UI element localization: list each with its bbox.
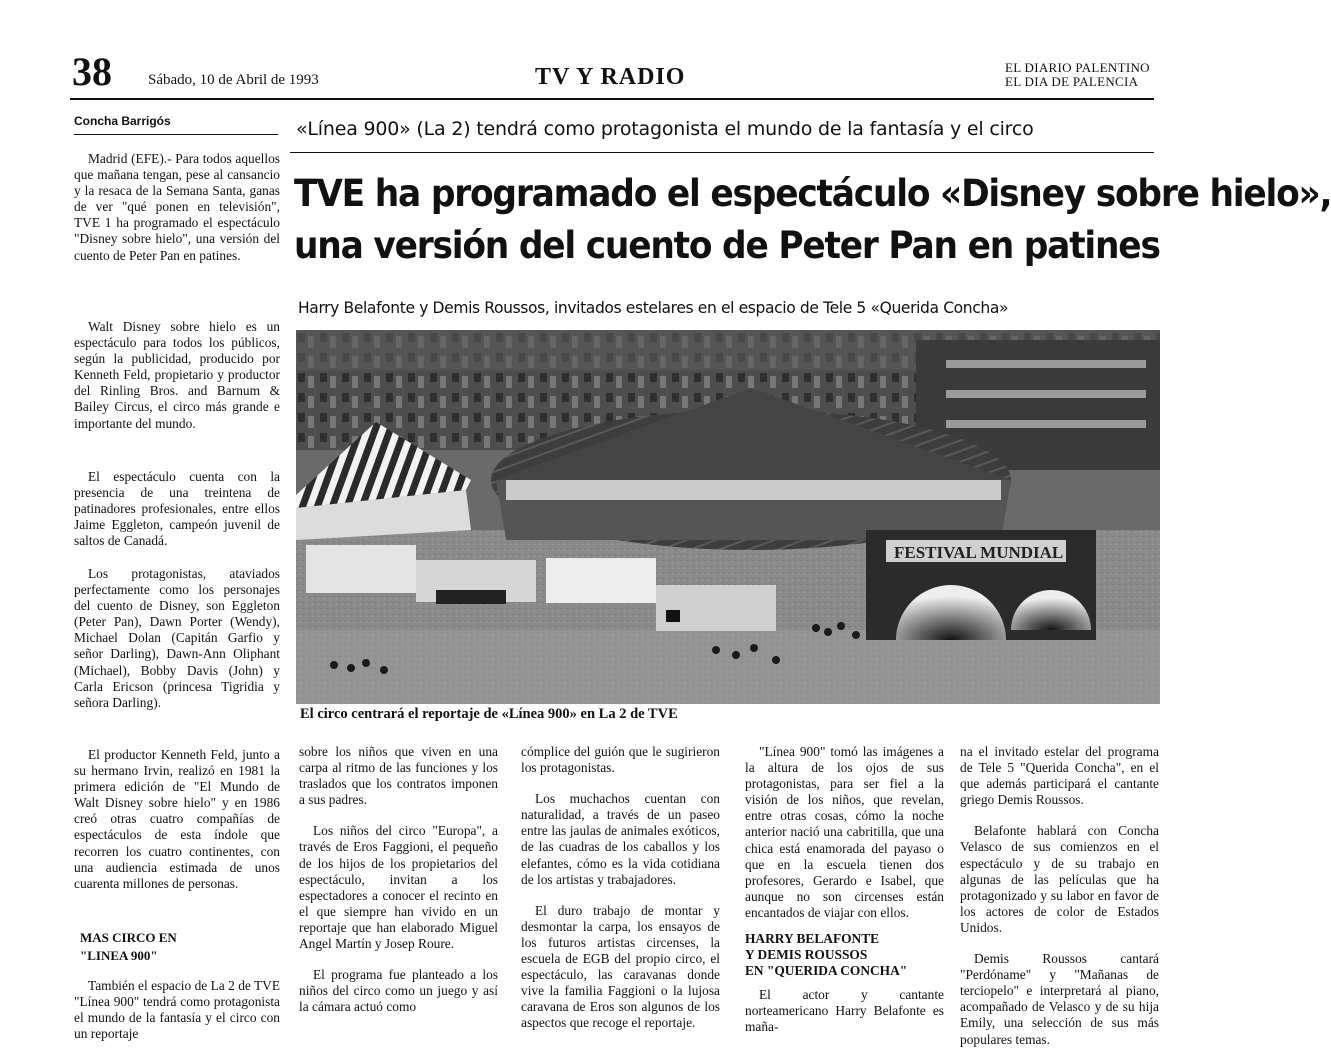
circus-photo-graphic (296, 330, 1160, 704)
paragraph: na el invitado estelar del programa de Tele 5 "Querida Concha", en el que además participará el cantante griego Demis Roussos. (960, 744, 1159, 808)
subhead-line: Y DEMIS ROUSSOS (745, 947, 868, 963)
headline-line1: TVE ha programado el espectáculo «Disney sobre hielo», (294, 172, 1331, 215)
byline-rule (74, 134, 278, 135)
paragraph: El actor y cantante norteamericano Harry Belafonte es maña- (745, 987, 944, 1035)
circus-photo (296, 330, 1160, 704)
paragraph: El duro trabajo de montar y desmontar la carpa, los ensayos de los futuros artistas circenses, la escuela de EGB del propio circo, el espectáculo, las caravanas donde vive la familia Faggioni o la lujosa caravana de Eros son algunos de los aspectos que recoge el reportaje. (521, 902, 720, 1031)
paragraph: El productor Kenneth Feld, junto a su hermano Irvin, realizó en 1981 la primera edición de "El Mundo de Walt Disney sobre hielo" y en 1986 creó otras cuatro compañías de espectáculos de esta índole que recorren los cuatro continentes, con una audiencia estimada de unos cuarenta millones de personas. (74, 747, 280, 891)
headline (294, 168, 1331, 272)
paragraph: "Línea 900" tomó las imágenes a la altura de los ojos de sus protagonistas, para ser fiel a la visión de los niños, que revelan, entre otras cosas, cómo la noche anterior nació una cabritilla, que una chica está enamorada del payaso o que en la escuela tienen dos profesores, Gerardo e Isabel, que aunque no son circenses están encantados de viajar con ellos. (745, 744, 944, 920)
header-rule (70, 98, 1154, 100)
subhead-line: MAS CIRCO EN (80, 930, 177, 945)
article-column-4 (960, 744, 1159, 1048)
paragraph: El programa fue planteado a los niños del circo como un juego y así la cámara actuó como (299, 967, 498, 1015)
section-title: TV Y RADIO (535, 64, 686, 90)
paragraph: Los protagonistas, ataviados perfectamente como los personajes del cuento de Disney, son Eggleton (Peter Pan), Dawn Porter (Wendy), Michael Dolan (Capitán Garfio y señor Darling), Dawn-Ann Oliphant (Michael), Bobby Davis (John) y Carla Ericson (princesa Tigridia y señora Darling). (74, 566, 280, 710)
article-column-2 (521, 744, 720, 1032)
article-column-3 (745, 744, 944, 1035)
newspaper-name-line2: EL DIA DE PALENCIA (1005, 74, 1139, 89)
newspaper-name-line1: EL DIARIO PALENTINO (1005, 60, 1150, 75)
deck: Harry Belafonte y Demis Roussos, invitados estelares en el espacio de Tele 5 «Querida Concha» (298, 298, 1009, 317)
paragraph: Walt Disney sobre hielo es un espectáculo para todos los públicos, según la publicidad, producido por Kenneth Feld, propietario y productor del Rinling Bros. and Barnum & Bailey Circus, el circo más grande e importante del mundo. (74, 319, 280, 431)
paragraph: El espectáculo cuenta con la presencia de una treintena de patinadores profesionales, entre ellos Jaime Eggleton, campeón juvenil de saltos de Canadá. (74, 469, 280, 549)
issue-date: Sábado, 10 de Abril de 1993 (148, 72, 319, 88)
paragraph: Demis Roussos cantará "Perdóname" y "Mañanas de terciopelo" e interpretará al piano, acompañado de Velasco y de su hija Emily, una selección de sus más populares temas. (960, 951, 1159, 1047)
paragraph: Madrid (EFE).- Para todos aquellos que mañana tengan, pese al cansancio y la resaca de la Semana Santa, ganas de ver "qué ponen en televisión", TVE 1 ha programado el espectáculo "Disney sobre hielo", una versión del cuento de Peter Pan en patines. (74, 151, 280, 263)
subhead-line: HARRY BELAFONTE (745, 931, 880, 947)
left-paragraph (74, 747, 280, 892)
kicker: «Línea 900» (La 2) tendrá como protagonista el mundo de la fantasía y el circo (296, 118, 1034, 140)
paragraph: Los niños del circo "Europa", a través de Eros Faggioni, el pequeño de los hijos de los propietarios del espectáculo, invitan a los espectadores a conocer el recinto en el que siempre han vivido en un reportaje que han elaborado Miguel Angel Martín y Josep Roure. (299, 823, 498, 952)
paragraph: cómplice del guión que le sugirieron los protagonistas. (521, 744, 720, 776)
paragraph: También el espacio de La 2 de TVE "Línea 900" tendrá como protagonista el mundo de la fantasía y el circo con un reportaje (74, 978, 280, 1042)
left-paragraph (74, 978, 280, 1042)
left-paragraph (74, 566, 280, 711)
newspaper-name (1005, 61, 1150, 89)
photo-caption: El circo centrará el reportaje de «Línea 900» en La 2 de TVE (300, 706, 678, 722)
subhead-line: "LINEA 900" (80, 948, 158, 963)
subhead-querida-concha (745, 931, 944, 979)
article-column-1 (299, 744, 498, 1015)
photo-sign-text: FESTIVAL MUNDIAL (894, 543, 1064, 562)
paragraph: Los muchachos cuentan con naturalidad, a través de un paseo entre las jaulas de animales exóticos, de las cuadras de los caballos y los elefantes, cómo es la vida cotidiana de los artistas y trabajadores. (521, 791, 720, 887)
left-paragraph (74, 151, 280, 264)
kicker-rule (290, 152, 1154, 153)
paragraph: Belafonte hablará con Concha Velasco de sus comienzos en el espectáculo y de su trabajo en algunas de las películas que ha protagonizado y su labor en favor de los actores de color de Estados Unidos. (960, 823, 1159, 935)
subhead-line: EN "QUERIDA CONCHA" (745, 963, 908, 979)
byline: Concha Barrigós (74, 114, 171, 128)
headline-line2: una versión del cuento de Peter Pan en patines (294, 224, 1160, 267)
paragraph: sobre los niños que viven en una carpa al ritmo de las funciones y los traslados que los contratos imponen a sus padres. (299, 744, 498, 808)
page-number: 38 (72, 49, 112, 94)
left-paragraph (74, 319, 280, 432)
left-paragraph (74, 469, 280, 549)
subhead-mas-circo (80, 929, 177, 965)
